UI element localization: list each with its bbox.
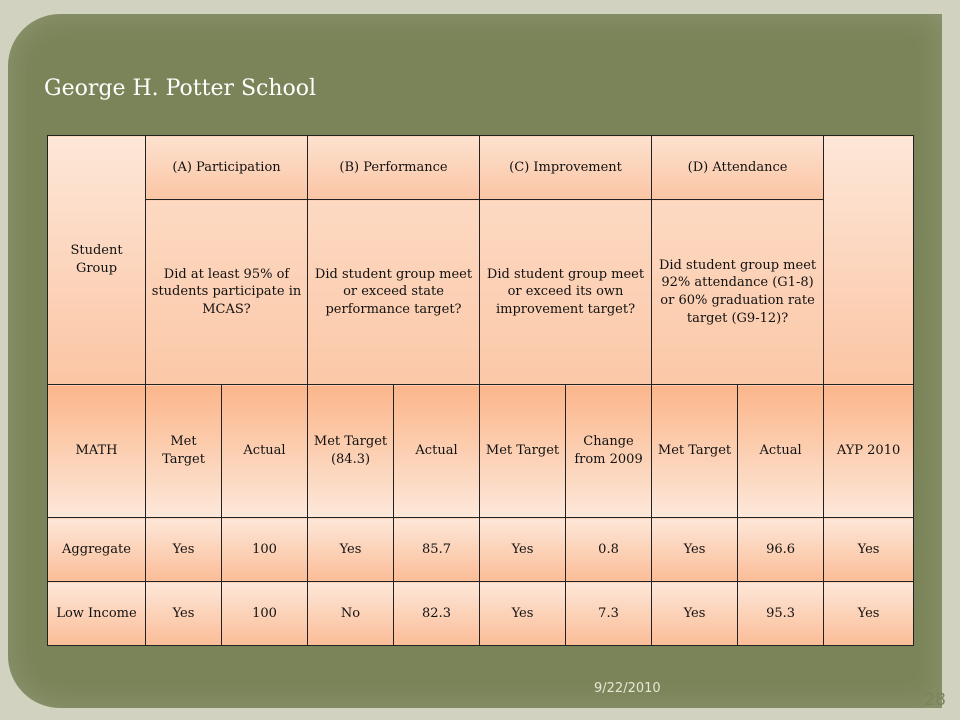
subheader-cell: Actual xyxy=(394,385,480,518)
question-attendance: Did student group meet 92% attendance (G1-8) or 60% graduation rate target (G9-12)? xyxy=(652,200,824,385)
category-improvement: (C) Improvement xyxy=(480,136,652,200)
table-cell: Aggregate xyxy=(48,518,146,582)
subheader-cell: MATH xyxy=(48,385,146,518)
table-cell: 95.3 xyxy=(738,582,824,646)
table-cell: 82.3 xyxy=(394,582,480,646)
category-attendance: (D) Attendance xyxy=(652,136,824,200)
table-cell: Low Income xyxy=(48,582,146,646)
table-cell: Yes xyxy=(480,582,566,646)
subheader-cell: Met Target (84.3) xyxy=(308,385,394,518)
table-cell: 96.6 xyxy=(738,518,824,582)
subheader-cell: Change from 2009 xyxy=(566,385,652,518)
question-performance: Did student group meet or exceed state performance target? xyxy=(308,200,480,385)
slide-date: 9/22/2010 xyxy=(594,681,661,696)
table-cell: 7.3 xyxy=(566,582,652,646)
table-cell: Yes xyxy=(480,518,566,582)
question-improvement: Did student group meet or exceed its own improvement target? xyxy=(480,200,652,385)
table-cell: Yes xyxy=(308,518,394,582)
subheader-cell: Met Target xyxy=(652,385,738,518)
category-header-row xyxy=(48,136,914,200)
table-cell: Yes xyxy=(824,518,914,582)
question-row xyxy=(48,200,914,385)
table-cell: Yes xyxy=(652,582,738,646)
slide-title: George H. Potter School xyxy=(44,76,317,101)
table-row xyxy=(48,582,914,646)
ayp-table xyxy=(47,135,914,646)
table-cell: Yes xyxy=(652,518,738,582)
student-group-header: Student Group xyxy=(48,136,146,385)
table-row xyxy=(48,518,914,582)
table-cell: 100 xyxy=(222,518,308,582)
table-cell: Yes xyxy=(146,518,222,582)
question-participation: Did at least 95% of students participate in MCAS? xyxy=(146,200,308,385)
category-participation: (A) Participation xyxy=(146,136,308,200)
page-number: 28 xyxy=(924,690,946,710)
table-cell: 100 xyxy=(222,582,308,646)
subheader-cell: Actual xyxy=(222,385,308,518)
table-cell: 0.8 xyxy=(566,518,652,582)
blank-header-cell xyxy=(824,136,914,385)
subheader-cell: Met Target xyxy=(146,385,222,518)
subheader-cell: AYP 2010 xyxy=(824,385,914,518)
table-cell: Yes xyxy=(146,582,222,646)
subheader-row xyxy=(48,385,914,518)
table-cell: Yes xyxy=(824,582,914,646)
category-performance: (B) Performance xyxy=(308,136,480,200)
subheader-cell: Met Target xyxy=(480,385,566,518)
subheader-cell: Actual xyxy=(738,385,824,518)
table-cell: 85.7 xyxy=(394,518,480,582)
table-cell: No xyxy=(308,582,394,646)
